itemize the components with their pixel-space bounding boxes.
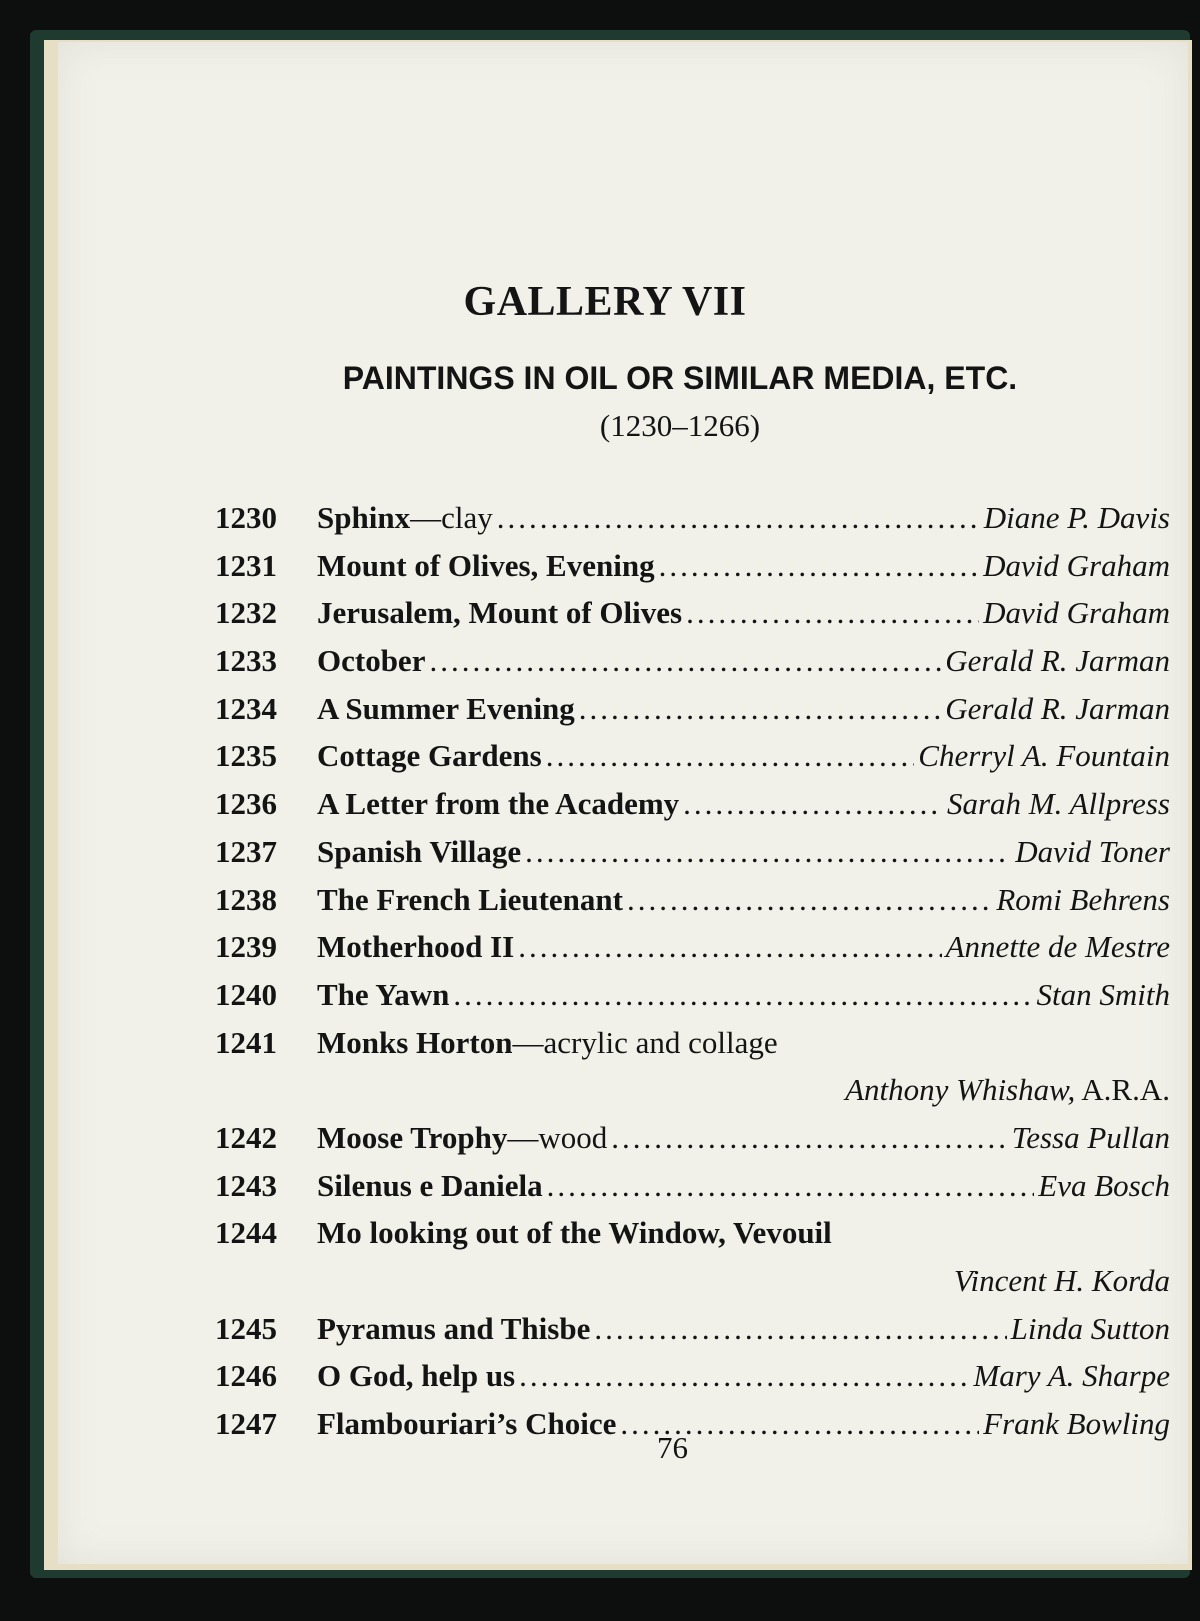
entry-title: The Yawn — [317, 976, 450, 1012]
entry-artist: Tessa Pullan — [1011, 1119, 1170, 1155]
catalogue-entry-1239 — [215, 929, 1170, 977]
entry-number: 1247 — [215, 1406, 277, 1442]
catalogue-entry-1234 — [215, 691, 1170, 739]
entry-number: 1233 — [215, 643, 277, 679]
entry-number: 1235 — [215, 738, 277, 774]
catalogue-entry-1241 — [215, 1025, 1170, 1073]
entry-medium: —wood — [507, 1119, 608, 1155]
entry-artist-line-1244 — [215, 1263, 1170, 1311]
dot-leader — [429, 643, 941, 679]
catalogue-entry-1242 — [215, 1120, 1170, 1168]
entry-number: 1242 — [215, 1119, 277, 1155]
gallery-title: GALLERY VII — [463, 279, 747, 325]
entry-artist: Eva Bosch — [1038, 1167, 1170, 1203]
entry-artist: Vincent H. Korda — [953, 1263, 1170, 1298]
dot-leader — [525, 834, 1011, 870]
dot-leader — [518, 929, 941, 965]
entry-title: O God, help us — [317, 1358, 516, 1394]
catalogue-entry-1233 — [215, 643, 1170, 691]
catalogue-entry-1230 — [215, 500, 1170, 548]
catalogue-entry-1231 — [215, 548, 1170, 596]
entry-number: 1234 — [215, 690, 277, 726]
catalogue-entry-1237 — [215, 834, 1170, 882]
entry-artist-line-1241 — [215, 1072, 1170, 1120]
entry-artist: Romi Behrens — [996, 881, 1170, 917]
dot-leader — [546, 738, 915, 774]
entry-title: Cottage Gardens — [317, 738, 542, 774]
catalogue-range: (1230–1266) — [599, 408, 761, 443]
catalogue-entry-1244 — [215, 1215, 1170, 1263]
entry-artist: David Graham — [983, 595, 1170, 631]
dot-leader — [611, 1120, 1008, 1156]
dot-leader — [579, 691, 941, 727]
dot-leader — [497, 500, 980, 536]
dot-leader — [627, 882, 992, 918]
entry-artist: Gerald R. Jarman — [945, 690, 1170, 726]
entry-title: Mo looking out of the Window, Vevouil — [317, 1215, 832, 1251]
entry-artist: Frank Bowling — [983, 1406, 1170, 1442]
entry-title: Spanish Village — [317, 833, 522, 869]
dot-leader — [547, 1168, 1035, 1204]
catalogue-entry-1232 — [215, 595, 1170, 643]
entry-title: Monks Horton — [317, 1024, 513, 1060]
entry-artist: Anthony Whishaw, — [845, 1072, 1076, 1108]
entry-title: Sphinx — [317, 500, 411, 535]
entry-medium: —clay — [410, 500, 493, 535]
catalogue-entry-1240 — [215, 977, 1170, 1025]
entry-number: 1236 — [215, 786, 277, 822]
entry-number: 1245 — [215, 1310, 277, 1346]
entry-title: Flambouriari’s Choice — [317, 1406, 617, 1442]
dot-leader — [519, 1358, 969, 1394]
entry-title: Moose Trophy — [317, 1119, 508, 1155]
entry-title: A Letter from the Academy — [317, 786, 680, 822]
dot-leader — [659, 548, 980, 584]
catalogue-list — [215, 500, 1170, 1454]
entry-number: 1231 — [215, 547, 277, 583]
catalogue-entry-1243 — [215, 1168, 1170, 1216]
entry-medium: —acrylic and collage — [512, 1024, 778, 1060]
entry-artist: Diane P. Davis — [983, 500, 1170, 535]
catalogue-entry-1236 — [215, 786, 1170, 834]
entry-title: The French Lieutenant — [317, 881, 623, 917]
catalogue-entry-1245 — [215, 1311, 1170, 1359]
entry-number: 1240 — [215, 976, 277, 1012]
entry-artist: Gerald R. Jarman — [945, 643, 1170, 679]
entry-title: Jerusalem, Mount of Olives — [317, 595, 683, 631]
catalogue-entry-1238 — [215, 882, 1170, 930]
entry-title: A Summer Evening — [317, 690, 575, 726]
entry-number: 1230 — [215, 500, 277, 535]
entry-artist: Stan Smith — [1036, 976, 1170, 1012]
entry-artist: David Toner — [1015, 833, 1170, 869]
dot-leader — [453, 977, 1032, 1013]
entry-artist: Sarah M. Allpress — [946, 786, 1170, 822]
entry-artist: Annette de Mestre — [945, 929, 1170, 965]
dot-leader — [683, 786, 943, 822]
entry-number: 1237 — [215, 833, 277, 869]
dot-leader — [594, 1311, 1006, 1347]
section-subtitle: PAINTINGS IN OIL OR SIMILAR MEDIA, ETC. — [342, 360, 1018, 396]
entry-title: October — [317, 643, 426, 679]
entry-number: 1232 — [215, 595, 277, 631]
dot-leader — [686, 595, 979, 631]
entry-artist: Linda Sutton — [1010, 1310, 1170, 1346]
entry-title: Mount of Olives, Evening — [317, 547, 655, 583]
entry-number: 1238 — [215, 881, 277, 917]
page-number: 76 — [657, 1430, 688, 1465]
catalogue-entry-1235 — [215, 738, 1170, 786]
entry-number: 1239 — [215, 929, 277, 965]
entry-artist: David Graham — [983, 547, 1170, 583]
entry-title: Motherhood II — [317, 929, 515, 965]
entry-artist: Cherryl A. Fountain — [918, 738, 1170, 774]
entry-number: 1246 — [215, 1358, 277, 1394]
entry-artist: Mary A. Sharpe — [973, 1358, 1170, 1394]
entry-title: Pyramus and Thisbe — [317, 1310, 591, 1346]
entry-number: 1244 — [215, 1215, 277, 1251]
entry-number: 1241 — [215, 1024, 277, 1060]
entry-title: Silenus e Daniela — [317, 1167, 543, 1203]
entry-artist-suffix: A.R.A. — [1075, 1072, 1170, 1108]
entry-number: 1243 — [215, 1167, 277, 1203]
catalogue-entry-1246 — [215, 1358, 1170, 1406]
